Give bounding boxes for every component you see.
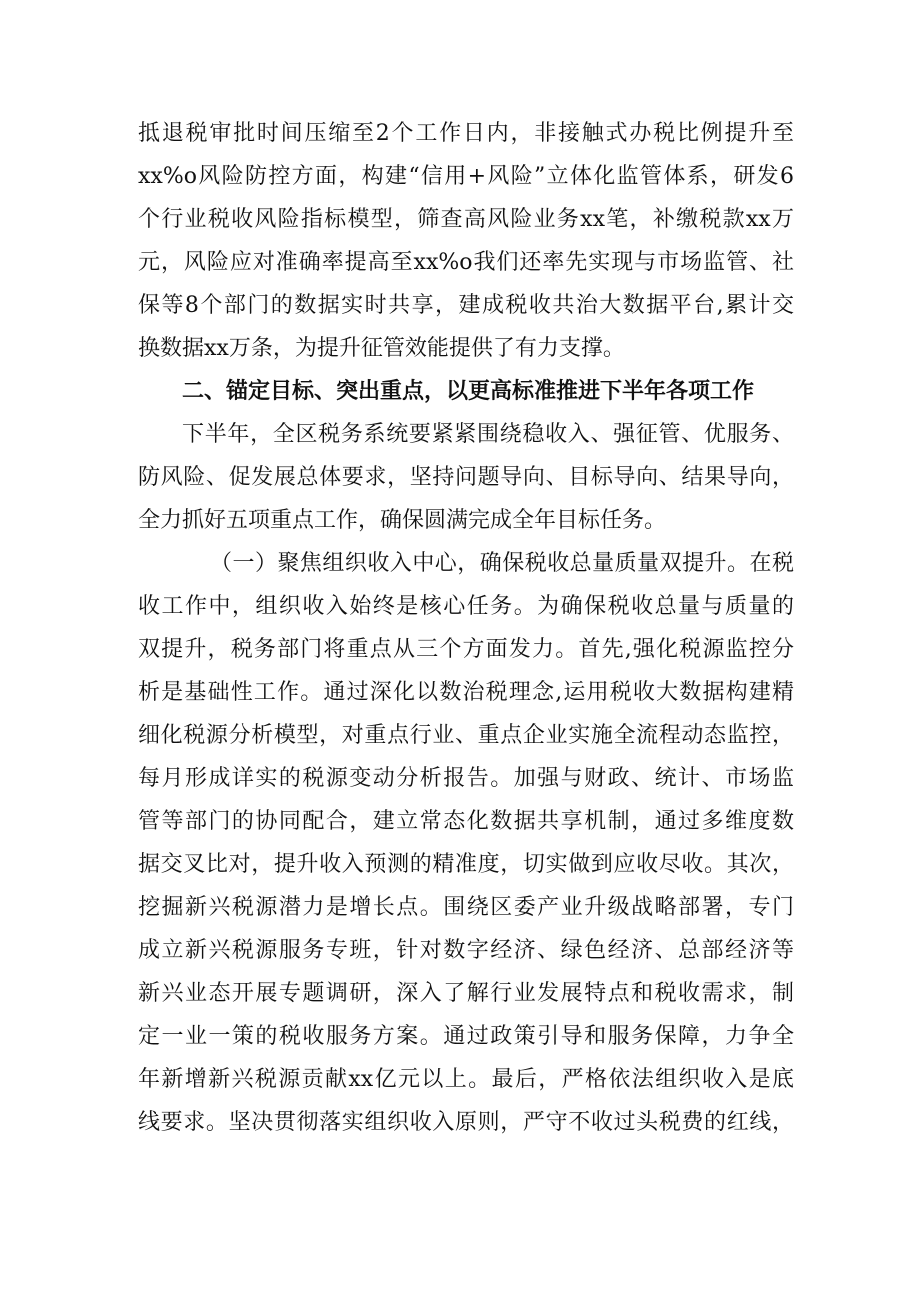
section-heading [138, 370, 794, 413]
text-line: 线要求。坚决贯彻落实组织收入原则，严守不收过头税费的红线， [138, 1110, 794, 1135]
text-line: 抵退税审批时间压缩至2个工作日内，非接触式办税比例提升至 [138, 121, 794, 146]
paragraph-1 [138, 112, 794, 370]
text-line: 双提升，税务部门将重点从三个方面发力。首先,强化税源监控分 [138, 637, 794, 662]
section-heading-text: 二、锚定目标、突出重点，以更高标准推进下半年各项工作 [182, 379, 755, 404]
text-line: 成立新兴税源服务专班，针对数字经济、绿色经济、总部经济等 [138, 938, 794, 963]
text-line: 换数据xx万条，为提升征管效能提供了有力支撑。 [138, 336, 625, 361]
text-line: 细化税源分析模型，对重点行业、重点企业实施全流程动态监控， [138, 723, 794, 748]
text-line: 新兴业态开展专题调研，深入了解行业发展特点和税收需求，制 [138, 981, 794, 1006]
text-line: 定一业一策的税收服务方案。通过政策引导和服务保障，力争全 [138, 1024, 794, 1049]
text-line: 析是基础性工作。通过深化以数治税理念,运用税收大数据构建精 [138, 680, 794, 705]
text-line: （一）聚焦组织收入中心，确保税收总量质量双提升。在税 [210, 551, 794, 576]
paragraph-2 [138, 413, 794, 542]
text-line: 下半年，全区税务系统要紧紧围绕稳收入、强征管、优服务、 [182, 422, 794, 447]
text-line: 每月形成详实的税源变动分析报告。加强与财政、统计、市场监 [138, 766, 794, 791]
text-line: 挖掘新兴税源潜力是增长点。围绕区委产业升级战略部署，专门 [138, 895, 794, 920]
text-line: 管等部门的协同配合，建立常态化数据共享机制，通过多维度数 [138, 809, 794, 834]
text-line: 年新增新兴税源贡献xx亿元以上。最后，严格依法组织收入是底 [138, 1067, 794, 1092]
text-line: 防风险、促发展总体要求，坚持问题导向、目标导向、结果导向， [138, 465, 794, 490]
text-line: xx%o风险防控方面，构建“信用+风险”立体化监管体系，研发6 [138, 164, 794, 189]
text-line: 收工作中，组织收入始终是核心任务。为确保税收总量与质量的 [138, 594, 794, 619]
text-line: 据交叉比对，提升收入预测的精准度，切实做到应收尽收。其次， [138, 852, 794, 877]
text-line: 保等8个部门的数据实时共享，建成税收共治大数据平台,累计交 [138, 293, 794, 318]
text-line: 元，风险应对准确率提高至xx%o我们还率先实现与市场监管、社 [138, 250, 794, 275]
document-body [138, 112, 794, 1144]
text-line: 全力抓好五项重点工作，确保圆满完成全年目标任务。 [138, 508, 667, 533]
paragraph-3 [138, 542, 794, 1144]
text-line: 个行业税收风险指标模型，筛查高风险业务xx笔，补缴税款xx万 [138, 207, 794, 232]
